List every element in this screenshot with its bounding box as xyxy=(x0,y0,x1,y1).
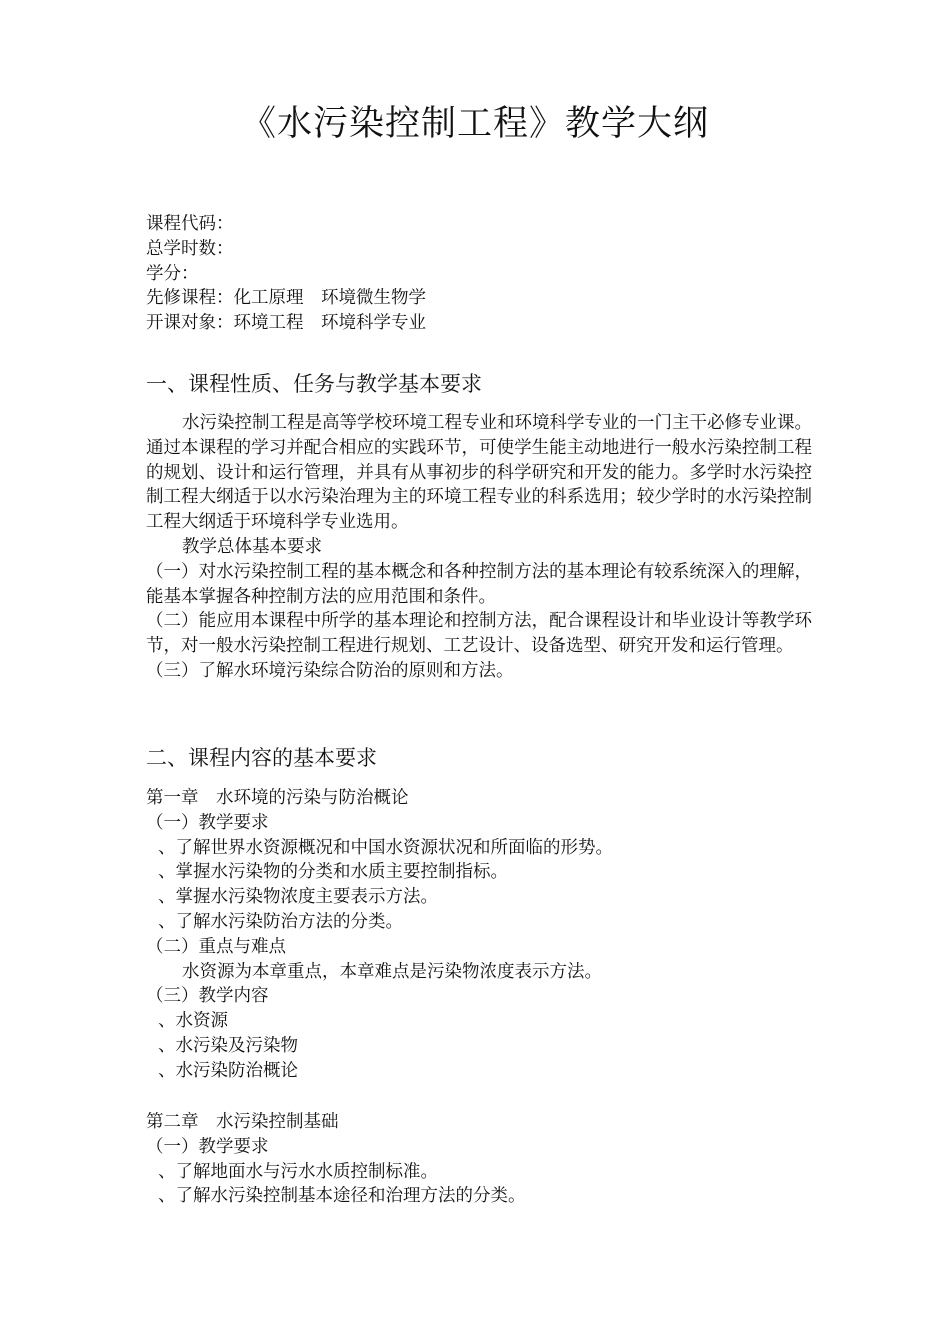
course-code-line: 课程代码： xyxy=(146,214,234,234)
chapter-1-block xyxy=(146,786,812,1084)
section-heading-1: 一、课程性质、任务与教学基本要求 xyxy=(146,372,482,396)
chapter-2-block xyxy=(146,1110,812,1209)
audience-line: 开课对象：环境工程 环境科学专业 xyxy=(146,313,426,334)
section-heading-2: 二、课程内容的基本要求 xyxy=(146,746,377,770)
chapter-1-title: 第一章 水环境的污染与防治概论 xyxy=(146,788,409,808)
document-title: 《水污染控制工程》教学大纲 xyxy=(240,104,709,144)
prerequisites-line: 先修课程：化工原理 环境微生物学 xyxy=(146,288,426,309)
chapter-1-content-item: 、水污染防治概论 xyxy=(158,1060,298,1081)
overall-requirements-subtitle: 教学总体基本要求 xyxy=(182,536,322,557)
chapter-1-req-item: 、掌握水污染物的分类和水质主要控制指标。 xyxy=(158,862,508,883)
chapter-2-req-item: 、了解水污染控制基本途径和治理方法的分类。 xyxy=(158,1186,526,1207)
chapter-1-key-label: （二）重点与难点 xyxy=(146,936,286,957)
chapter-1-content-item: 、水污染及污染物 xyxy=(158,1035,298,1056)
chapter-2-req-item: 、了解地面水与污水水质控制标准。 xyxy=(158,1161,438,1182)
chapter-1-key-text: 水资源为本章重点，本章难点是污染物浓度表示方法。 xyxy=(182,961,602,982)
requirement-item-2: （二）能应用本课程中所学的基本理论和控制方法，配合课程设计和毕业设计等教学环节，对一般水污染控制工程进行规划、工艺设计、设备选型、研究开发和运行管理。 xyxy=(146,611,812,657)
requirement-item-3: （三）了解水环境污染综合防治的原则和方法。 xyxy=(146,660,514,681)
course-intro-paragraph: 水污染控制工程是高等学校环境工程专业和环境科学专业的一门主干必修专业课。通过本课程的学习并配合相应的实践环节，可使学生能主动地进行一般水污染控制工程的规划、设计和运行管理，并具有从事初步的科学研究和开发的能力。多学时水污染控制工程大纲适于以水污染治理为主的环境工程专业的科系选用；较少学时的水污染控制工程大纲适于环境科学专业选用。 xyxy=(146,413,812,533)
total-hours-line: 总学时数： xyxy=(146,238,234,259)
credits-line: 学分： xyxy=(146,263,199,284)
section-1-body xyxy=(146,411,812,684)
chapter-1-req-label: （一）教学要求 xyxy=(146,812,269,833)
course-meta xyxy=(146,212,812,336)
chapter-2-req-label: （一）教学要求 xyxy=(146,1136,269,1157)
chapter-1-req-item: 、掌握水污染物浓度主要表示方法。 xyxy=(158,887,438,908)
chapter-1-content-label: （三）教学内容 xyxy=(146,986,269,1007)
requirement-item-1: （一）对水污染控制工程的基本概念和各种控制方法的基本理论有较系统深入的理解，能基本掌握各种控制方法的应用范围和条件。 xyxy=(146,561,812,607)
chapter-1-req-item: 、了解水污染防治方法的分类。 xyxy=(158,911,403,932)
chapter-1-content-item: 、水资源 xyxy=(158,1011,228,1032)
chapter-1-req-item: 、了解世界水资源概况和中国水资源状况和所面临的形势。 xyxy=(158,837,613,858)
chapter-2-title: 第二章 水污染控制基础 xyxy=(146,1112,339,1132)
